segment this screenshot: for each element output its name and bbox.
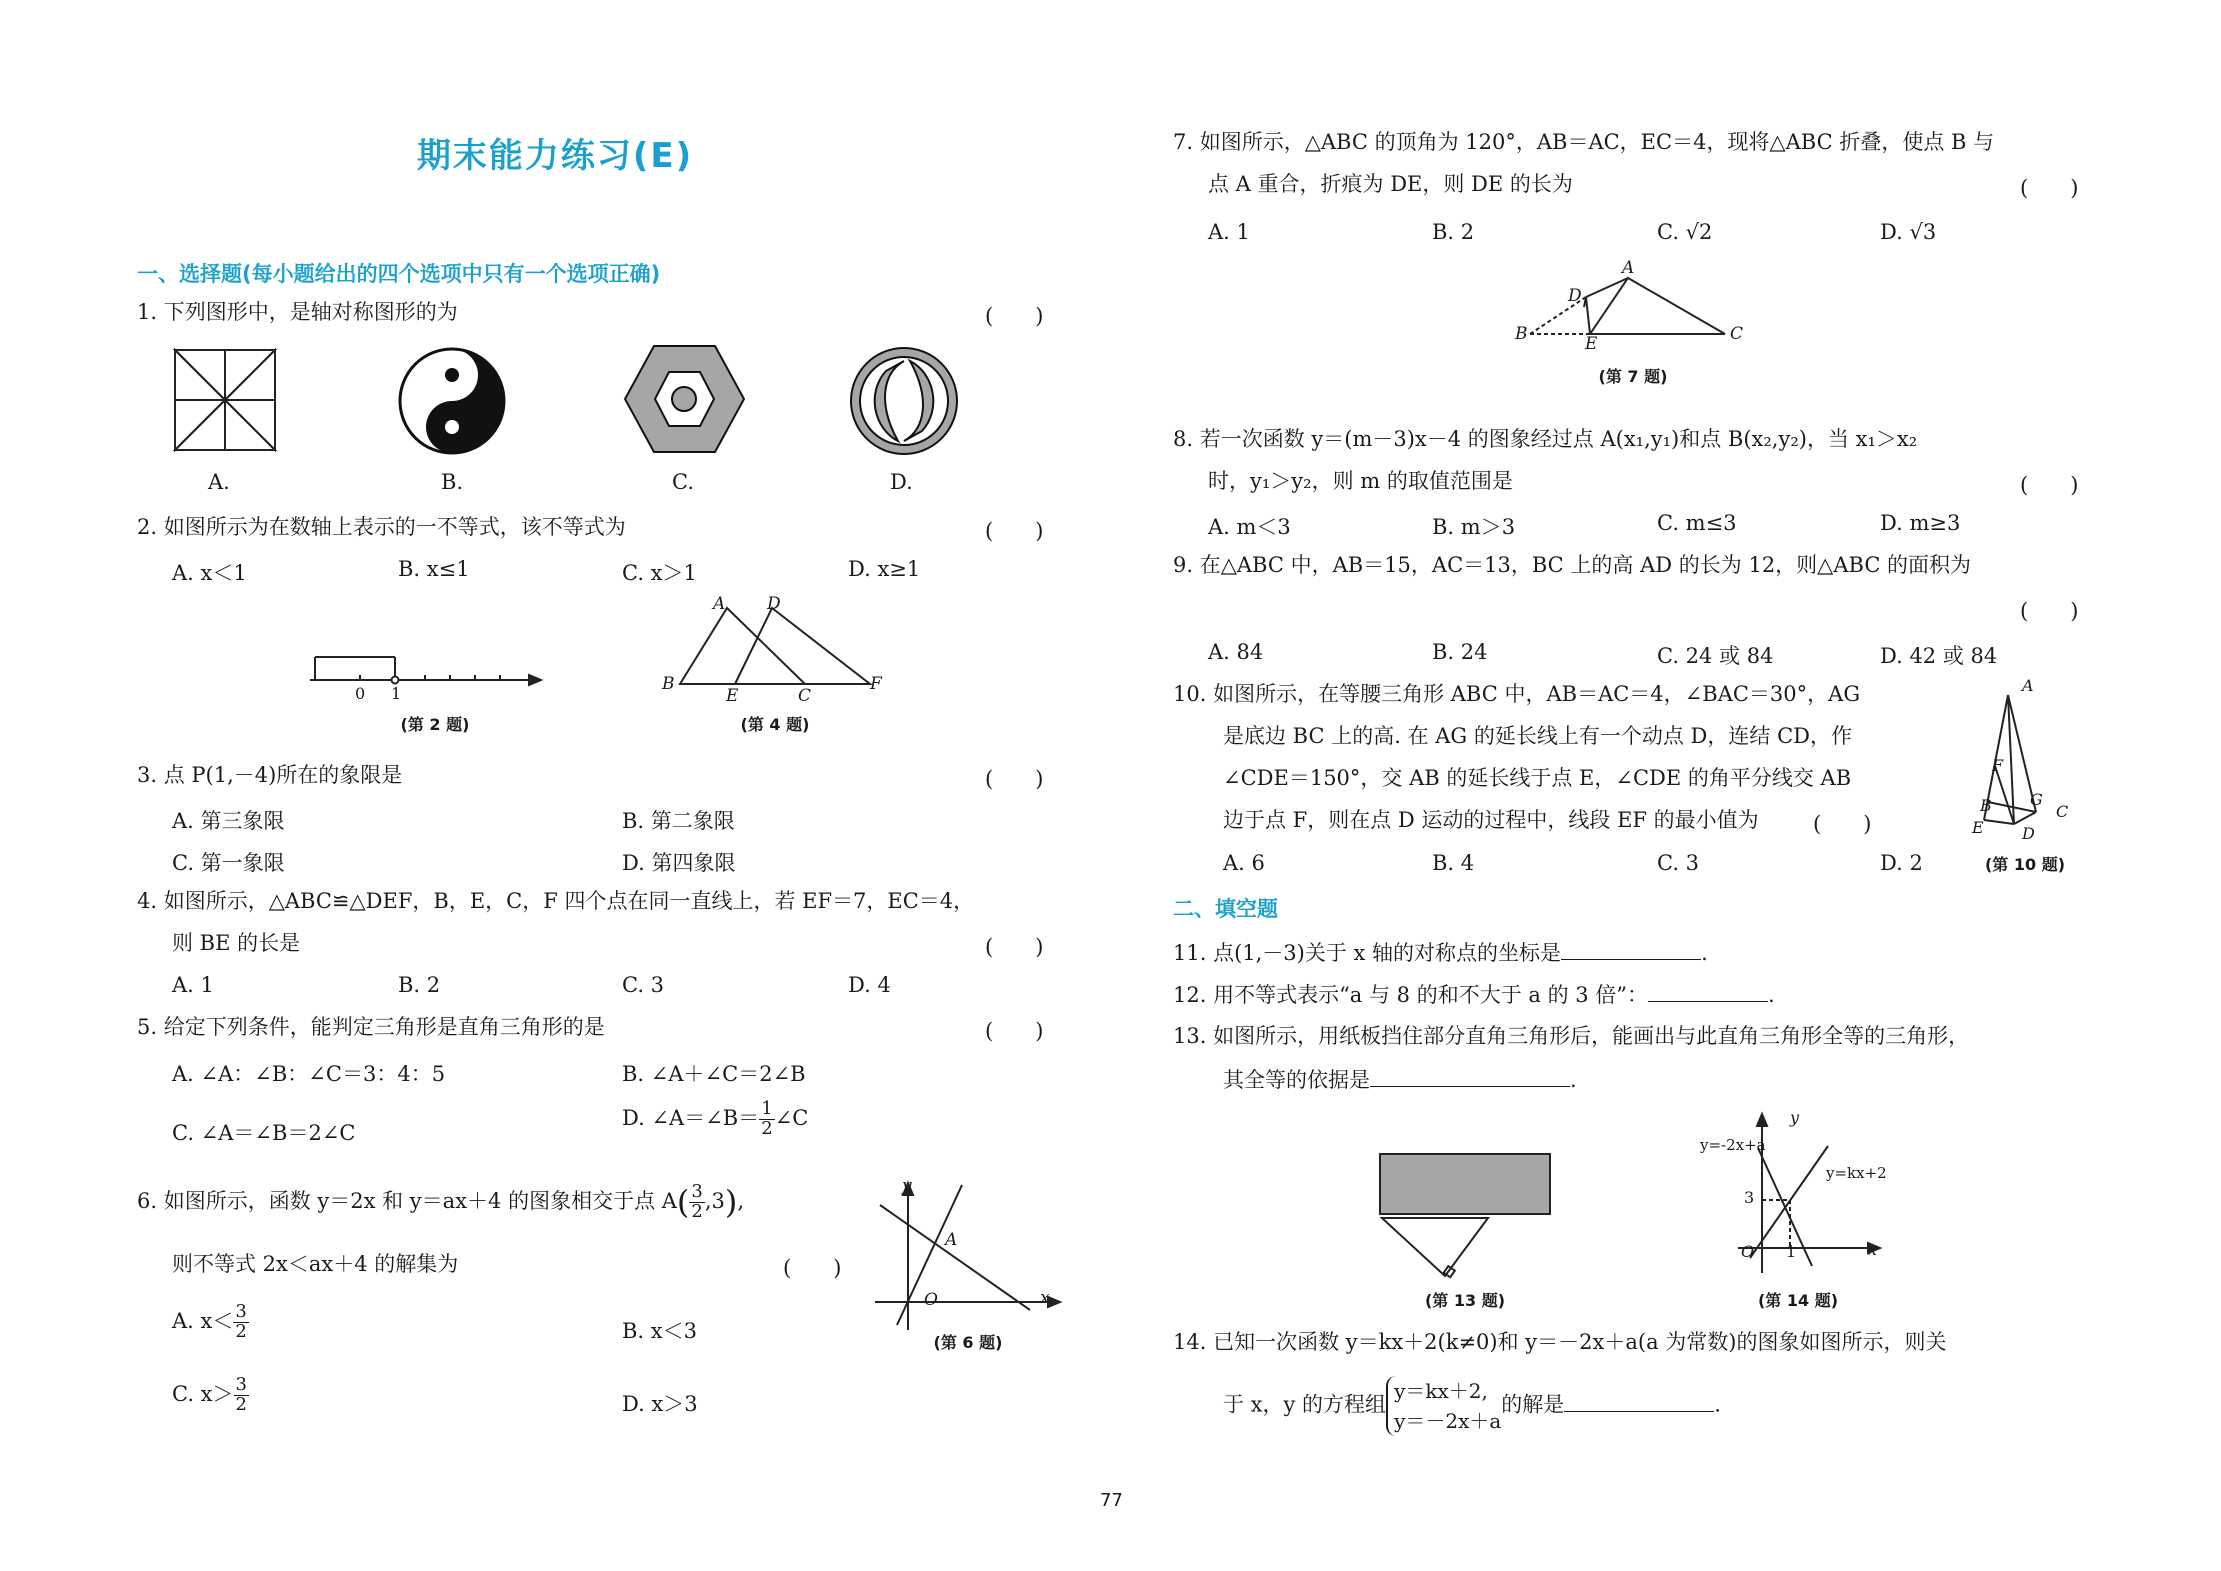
q5-option-a: A. ∠A：∠B：∠C＝3：4：5: [172, 1062, 446, 1086]
q10-option-c: C. 3: [1657, 851, 1700, 875]
q7-label-e: E: [1585, 334, 1598, 354]
q7-option-d: D. √3: [1880, 220, 1937, 244]
q14-label-o: O: [1741, 1242, 1755, 1261]
number-line-tick-0: 0: [355, 684, 366, 703]
q3-option-a: A. 第三象限: [172, 809, 285, 833]
question-8-line2: 时，y₁＞y₂，则 m 的取值范围是: [1208, 469, 1513, 493]
q6-option-a: A. x＜ $\frac{3}{2}$: [172, 1301, 247, 1342]
q9-option-d: D. 42 或 84: [1880, 644, 1998, 668]
hexagon-nut-figure: [622, 342, 747, 457]
q1-option-c: C.: [672, 470, 694, 494]
q1-option-d: D.: [890, 470, 913, 494]
caption-q7: (第 7 题): [1598, 367, 1668, 386]
question-1: 1. 下列图形中，是轴对称图形的为: [137, 300, 458, 324]
q4-label-b: B: [662, 674, 675, 694]
q10-label-f: F: [1992, 756, 2004, 775]
answer-paren-10: ( ): [1813, 812, 1872, 836]
q1-option-b: B.: [441, 470, 464, 494]
q1-option-a: A.: [208, 470, 230, 494]
question-10-line3: ∠CDE＝150°，交 AB 的延长线于点 E，∠CDE 的角平分线交 AB: [1223, 766, 1852, 790]
q10-label-g: G: [2030, 790, 2043, 809]
q14-label-y: y: [1790, 1108, 1800, 1127]
section-fill-in: 二、填空题: [1173, 897, 1278, 921]
q7-label-c: C: [1730, 324, 1744, 344]
q10-label-e: E: [1972, 818, 1984, 837]
circle-emblem-figure: [848, 345, 960, 457]
q10-label-a: A: [2022, 676, 2034, 695]
question-12: 12. 用不等式表示“a 与 8 的和不大于 a 的 3 倍”： .: [1173, 983, 1775, 1007]
caption-q13: (第 13 题): [1424, 1291, 1506, 1310]
q6-option-d: D. x＞3: [622, 1392, 698, 1416]
yin-yang-figure: [396, 345, 508, 457]
q4-option-d: D. 4: [848, 973, 891, 997]
q4-option-b: B. 2: [398, 973, 441, 997]
question-13-line2: 其全等的依据是 .: [1223, 1068, 1577, 1092]
q14-label-1: 1: [1786, 1242, 1797, 1261]
answer-paren-1: ( ): [985, 304, 1044, 328]
question-5: 5. 给定下列条件，能判定三角形是直角三角形的是: [137, 1015, 605, 1039]
q2-option-c: C. x＞1: [622, 561, 697, 585]
q9-option-a: A. 84: [1208, 640, 1264, 664]
number-line-tick-1: 1: [391, 684, 402, 703]
caption-q2: (第 2 题): [400, 715, 470, 734]
pinwheel-figure: [170, 345, 280, 455]
q10-option-a: A. 6: [1223, 851, 1265, 875]
q14-label-line2: y=kx+2: [1826, 1164, 1887, 1182]
question-13-line1: 13. 如图所示，用纸板挡住部分直角三角形后，能画出与此直角三角形全等的三角形，: [1173, 1024, 1970, 1048]
q4-label-d: D: [767, 594, 781, 614]
answer-blank-14[interactable]: [1564, 1391, 1714, 1412]
q5-option-d-fraction: $\frac{1}{2}$: [761, 1098, 773, 1139]
q3-option-b: B. 第二象限: [622, 809, 735, 833]
answer-paren-7: ( ): [2020, 176, 2079, 200]
question-14-line2: 于 x，y 的方程组 y＝kx＋2, y＝－2x＋a 的解是 .: [1223, 1376, 1721, 1436]
q6-option-c: C. x＞ $\frac{3}{2}$: [172, 1374, 247, 1415]
answer-paren-4: ( ): [985, 935, 1044, 959]
q7-label-d: D: [1568, 286, 1582, 306]
q9-option-c: C. 24 或 84: [1657, 644, 1774, 668]
q8-option-d: D. m≥3: [1880, 511, 1961, 535]
question-10-line2: 是底边 BC 上的高. 在 AG 的延长线上有一个动点 D，连结 CD，作: [1223, 724, 1852, 748]
equation-system: y＝kx＋2, y＝－2x＋a: [1386, 1376, 1501, 1436]
question-7-line1: 7. 如图所示，△ABC 的顶角为 120°，AB＝AC，EC＝4，现将△ABC 折叠，使点 B 与: [1173, 130, 1995, 154]
q7-label-a: A: [1622, 258, 1635, 278]
q8-option-b: B. m＞3: [1432, 515, 1516, 539]
q14-label-x: x: [1868, 1240, 1878, 1259]
q5-option-d-post: ∠C: [774, 1105, 809, 1130]
q7-option-b: B. 2: [1432, 220, 1475, 244]
number-line-figure: [305, 645, 545, 705]
question-10-line1: 10. 如图所示，在等腰三角形 ABC 中，AB＝AC＝4，∠BAC＝30°，AG: [1173, 682, 1861, 706]
q2-option-a: A. x＜1: [172, 561, 247, 585]
q13-cardboard-figure: [1370, 1148, 1560, 1283]
q4-label-a: A: [713, 594, 726, 614]
answer-paren-2: ( ): [985, 519, 1044, 543]
question-4-line2: 则 BE 的长是: [172, 931, 301, 955]
question-10-line4: 边于点 F，则在点 D 运动的过程中，线段 EF 的最小值为: [1223, 808, 1759, 832]
q10-label-b: B: [1980, 796, 1992, 815]
page-number: 77: [1100, 1490, 1123, 1511]
page-title: 期末能力练习(E): [416, 136, 694, 176]
question-3: 3. 点 P(1,－4)所在的象限是: [137, 763, 403, 787]
answer-paren-3: ( ): [985, 767, 1044, 791]
question-2: 2. 如图所示为在数轴上表示的一不等式，该不等式为: [137, 515, 626, 539]
q7-option-c: C. √2: [1657, 220, 1713, 244]
q9-option-b: B. 24: [1432, 640, 1488, 664]
q3-option-c: C. 第一象限: [172, 851, 285, 875]
q8-option-c: C. m≤3: [1657, 511, 1737, 535]
q10-option-b: B. 4: [1432, 851, 1475, 875]
answer-blank-13[interactable]: [1370, 1066, 1570, 1087]
question-6-line2: 则不等式 2x＜ax＋4 的解集为: [172, 1252, 459, 1276]
q5-option-c: C. ∠A＝∠B＝2∠C: [172, 1121, 356, 1145]
question-11: 11. 点(1,－3)关于 x 轴的对称点的坐标是 .: [1173, 941, 1708, 965]
q3-option-d: D. 第四象限: [622, 851, 736, 875]
answer-paren-6: ( ): [783, 1256, 842, 1280]
caption-q4: (第 4 题): [740, 715, 810, 734]
question-9: 9. 在△ABC 中，AB＝15，AC＝13，BC 上的高 AD 的长为 12，则△ABC 的面积为: [1173, 553, 1972, 577]
question-14-line1: 14. 已知一次函数 y＝kx＋2(k≠0)和 y＝－2x＋a(a 为常数)的图象如图所示，则关: [1173, 1330, 1947, 1354]
caption-q10: (第 10 题): [1984, 855, 2066, 874]
answer-blank-12[interactable]: [1648, 981, 1768, 1002]
question-4-line1: 4. 如图所示，△ABC≌△DEF，B，E，C，F 四个点在同一直线上，若 EF＝7，EC＝4，: [137, 889, 975, 913]
caption-q6: (第 6 题): [933, 1333, 1003, 1352]
question-8-line1: 8. 若一次函数 y＝(m－3)x－4 的图象经过点 A(x₁,y₁)和点 B(x₂,y₂)，当 x₁＞x₂: [1173, 427, 1918, 451]
section-choice: 一、选择题(每小题给出的四个选项中只有一个选项正确): [137, 262, 661, 286]
q4-label-e: E: [726, 686, 739, 706]
q4-label-f: F: [870, 674, 882, 694]
answer-paren-5: ( ): [985, 1019, 1044, 1043]
q10-label-d: D: [2022, 824, 2035, 843]
q6-label-a: A: [945, 1230, 958, 1250]
q2-option-b: B. x≤1: [398, 557, 470, 581]
question-6-line1: 6. 如图所示，函数 y＝2x 和 y＝ax＋4 的图象相交于点 A( $\frac{3}{2}$ ,3),: [137, 1181, 745, 1222]
q4-label-c: C: [798, 686, 812, 706]
q14-label-3: 3: [1744, 1188, 1755, 1207]
q10-label-c: C: [2056, 802, 2069, 821]
q6-label-y: y: [902, 1176, 912, 1196]
q4-option-a: A. 1: [172, 973, 214, 997]
q7-label-b: B: [1515, 324, 1528, 344]
q14-label-line1: y=-2x+a: [1700, 1136, 1766, 1154]
q5-option-d-pre: D. ∠A＝∠B＝: [622, 1105, 760, 1130]
question-7-line2: 点 A 重合，折痕为 DE，则 DE 的长为: [1208, 172, 1573, 196]
caption-q14: (第 14 题): [1757, 1291, 1839, 1310]
q5-option-d: [622, 1100, 808, 1139]
q7-option-a: A. 1: [1208, 220, 1250, 244]
q6-label-x: x: [1040, 1288, 1050, 1308]
answer-paren-8: ( ): [2020, 473, 2079, 497]
q10-option-d: D. 2: [1880, 851, 1923, 875]
q8-option-a: A. m＜3: [1208, 515, 1291, 539]
q2-option-d: D. x≥1: [848, 557, 921, 581]
q4-option-c: C. 3: [622, 973, 665, 997]
q5-option-b: B. ∠A＋∠C＝2∠B: [622, 1062, 806, 1086]
q6-option-b: B. x＜3: [622, 1319, 697, 1343]
answer-blank-11[interactable]: [1561, 939, 1701, 960]
q6-label-o: O: [924, 1290, 938, 1310]
answer-paren-9: ( ): [2020, 599, 2079, 623]
